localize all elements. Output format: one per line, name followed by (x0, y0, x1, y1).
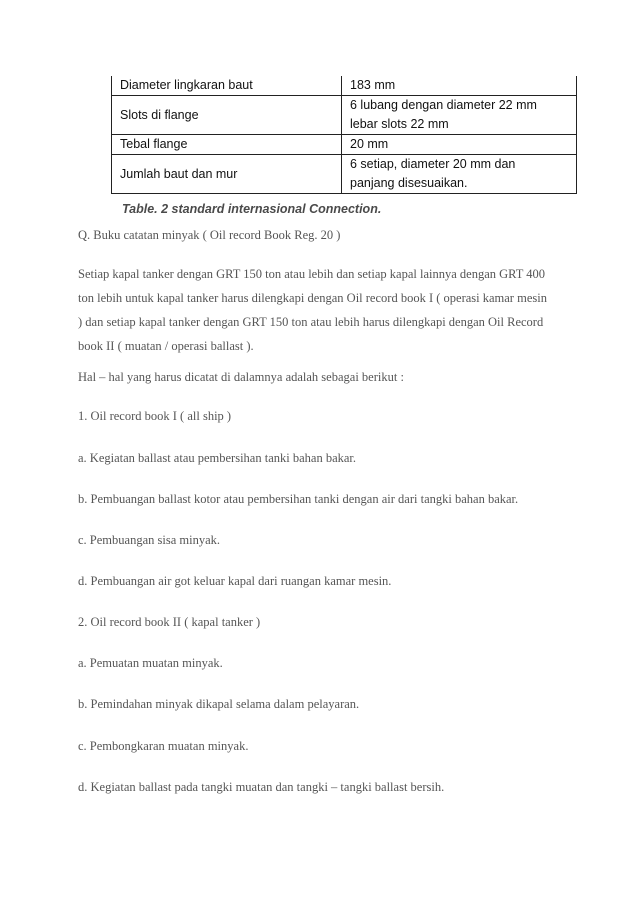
spec-value-line: lebar slots 22 mm (350, 117, 449, 131)
book1-title: 1. Oil record book I ( all ship ) (78, 409, 232, 423)
paragraph-line: Setiap kapal tanker dengan GRT 150 ton atau lebih dan setiap kapal lainnya dengan GRT 400 (78, 267, 546, 281)
spec-value (342, 96, 577, 135)
list-item: d. Pembuangan air got keluar kapal dari ruangan kamar mesin. (78, 574, 392, 588)
spec-value-line: 20 mm (350, 137, 389, 151)
table-row (112, 135, 577, 155)
list-item: a. Pemuatan muatan minyak. (78, 656, 223, 670)
table-row (112, 76, 577, 96)
connection-spec-table (111, 76, 577, 194)
table-row (112, 96, 577, 135)
spec-value-line: 183 mm (350, 78, 396, 92)
spec-value-line: 6 setiap, diameter 20 mm dan (350, 157, 516, 171)
list-item: c. Pembongkaran muatan minyak. (78, 739, 249, 753)
spec-value-line: panjang disesuaikan. (350, 176, 468, 190)
table-caption: Table. 2 standard internasional Connection. (122, 202, 382, 216)
lead-text: Hal – hal yang harus dicatat di dalamnya adalah sebagai berikut : (78, 370, 404, 384)
spec-value (342, 135, 577, 155)
spec-value (342, 155, 577, 194)
list-item: c. Pembuangan sisa minyak. (78, 533, 220, 547)
paragraph-line: book II ( muatan / operasi ballast ). (78, 339, 254, 353)
list-item: d. Kegiatan ballast pada tangki muatan dan tangki – tangki ballast bersih. (78, 780, 445, 794)
list-item: b. Pemindahan minyak dikapal selama dalam pelayaran. (78, 697, 360, 711)
spec-label: Tebal flange (112, 135, 342, 155)
book2-title: 2. Oil record book II ( kapal tanker ) (78, 615, 261, 629)
paragraph-line: ) dan setiap kapal tanker dengan GRT 150 ton atau lebih harus dilengkapi dengan Oil Record (78, 315, 544, 329)
spec-label: Jumlah baut dan mur (112, 155, 342, 194)
table-row (112, 155, 577, 194)
list-item: a. Kegiatan ballast atau pembersihan tanki bahan bakar. (78, 451, 357, 465)
paragraph-line: ton lebih untuk kapal tanker harus dilengkapi dengan Oil record book I ( operasi kamar mesin (78, 291, 547, 305)
intro-paragraph (78, 262, 568, 358)
spec-value-line: 6 lubang dengan diameter 22 mm (350, 98, 537, 112)
section-heading: Q. Buku catatan minyak ( Oil record Book Reg. 20 ) (78, 228, 341, 242)
spec-value (342, 76, 577, 96)
list-item: b. Pembuangan ballast kotor atau pembersihan tanki dengan air dari tangki bahan bakar. (78, 492, 519, 506)
spec-label: Slots di flange (112, 96, 342, 135)
spec-label: Diameter lingkaran baut (112, 76, 342, 96)
